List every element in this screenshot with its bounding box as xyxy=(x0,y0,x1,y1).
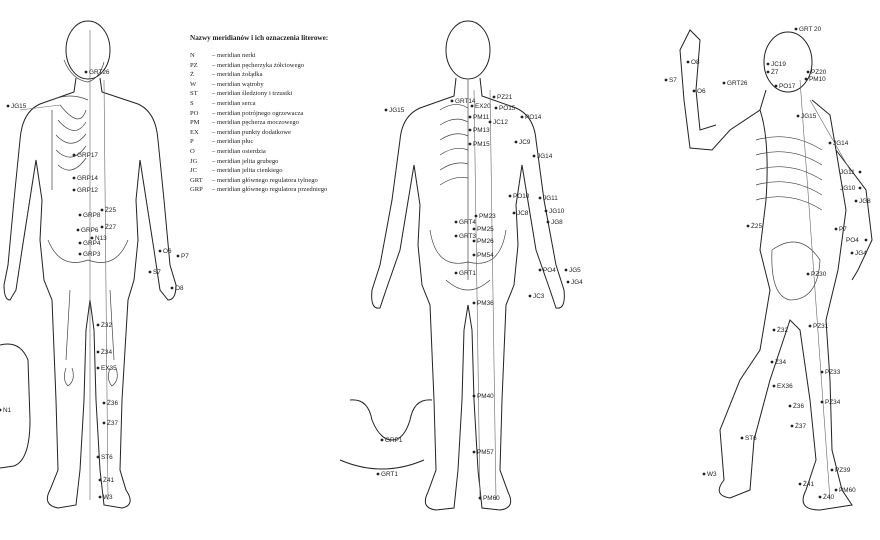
acupoint-label: Ż34 xyxy=(775,359,787,366)
acupoint-marker xyxy=(101,226,104,229)
acupoint-label: PM54 xyxy=(477,252,494,259)
legend-code: W xyxy=(190,80,197,88)
acupoint-label: PM15 xyxy=(473,141,490,148)
acupoint-label: JG14 xyxy=(537,153,553,160)
acupoint-label: GRT26 xyxy=(89,69,110,76)
acupoint-marker xyxy=(103,402,106,405)
acupoint-label: W3 xyxy=(103,494,113,501)
legend-meridian-name: – meridian pęcherzyka żółciowego xyxy=(212,61,305,69)
acupoint-marker xyxy=(829,142,832,145)
acupoint-marker xyxy=(723,82,726,85)
acupoint-marker xyxy=(97,456,100,459)
acupoint-label: PM36 xyxy=(477,300,494,307)
acupoint-label: GRP14 xyxy=(77,175,98,182)
acupoint-marker xyxy=(381,439,384,442)
acupoint-marker xyxy=(475,215,478,218)
acupoint-marker xyxy=(539,197,542,200)
acupoint-label: O6 xyxy=(163,248,172,255)
acupoint-label: Ż7 xyxy=(771,69,779,76)
acupoint-label: PM57 xyxy=(477,449,494,456)
acupoint-marker xyxy=(767,71,770,74)
legend-code: P xyxy=(190,138,194,146)
front-points xyxy=(0,69,189,501)
acupoint-label: PZ39 xyxy=(835,467,851,474)
acupoint-label: PZ21 xyxy=(497,94,513,101)
acupoint-label: JG15 xyxy=(801,113,817,120)
acupoint-marker xyxy=(0,409,1,412)
acupoint-marker xyxy=(807,71,810,74)
acupoint-marker xyxy=(859,187,862,190)
acupoint-label: PM60 xyxy=(483,495,500,502)
buttock-detail-base xyxy=(340,460,424,469)
acupoint-marker xyxy=(97,367,100,370)
back-meridian-lines xyxy=(474,90,496,500)
acupoint-label: Ż36 xyxy=(793,403,805,410)
acupoint-label: JC12 xyxy=(493,119,508,126)
acupoint-label: JG4 xyxy=(571,279,583,286)
acupoint-label: EX36 xyxy=(777,383,793,390)
acupoint-marker xyxy=(835,489,838,492)
acupoint-marker xyxy=(509,195,512,198)
acupoint-marker xyxy=(775,85,778,88)
acupoint-label: PZ33 xyxy=(825,369,841,376)
acupoint-marker xyxy=(545,210,548,213)
acupoint-label: PM13 xyxy=(473,127,490,134)
acupoint-label: GRT4 xyxy=(459,219,476,226)
acupoint-label: JG8 xyxy=(859,198,871,205)
acupoint-label: S7 xyxy=(669,77,677,84)
acupoint-label: Ż25 xyxy=(751,223,763,230)
acupoint-marker xyxy=(805,78,808,81)
acupoint-label: GRP8 xyxy=(83,212,101,219)
acupoint-marker xyxy=(809,325,812,328)
back-spine-ribs xyxy=(440,80,468,280)
acupoint-marker xyxy=(767,63,770,66)
acupoint-label: PM23 xyxy=(479,213,496,220)
acupoint-marker xyxy=(567,281,570,284)
acupoint-label: GRP17 xyxy=(77,152,98,159)
front-meridian-lines xyxy=(20,30,108,500)
acupoint-label: JC9 xyxy=(519,139,531,146)
acupoint-marker xyxy=(79,242,82,245)
acupoint-label: N13 xyxy=(95,235,107,242)
acupoint-label: GRP4 xyxy=(83,240,101,247)
legend-code: JG xyxy=(190,157,198,165)
acupoint-marker xyxy=(79,253,82,256)
acupoint-marker xyxy=(529,295,532,298)
legend-meridian-name: – meridian jelita cienkiego xyxy=(212,167,283,175)
acupoint-label: JG14 xyxy=(833,140,849,147)
legend-code: PO xyxy=(190,109,199,117)
legend-code: PZ xyxy=(190,61,198,69)
acupoint-label: Ż41 xyxy=(103,477,115,484)
acupoint-label: O8 xyxy=(691,59,700,66)
acupoint-marker xyxy=(495,107,498,110)
acupoint-label: JG15 xyxy=(11,103,27,110)
acupoint-marker xyxy=(515,141,518,144)
acupoint-label: PO15 xyxy=(499,105,516,112)
acupoint-marker xyxy=(807,273,810,276)
front-pelvis xyxy=(48,240,128,360)
acupoint-label: GRT1 xyxy=(381,471,398,478)
legend-meridian-name: – meridian punkty dodatkowe xyxy=(212,128,291,136)
acupoint-marker xyxy=(159,250,162,253)
acupoint-marker xyxy=(565,269,568,272)
acupoint-label: Ż40 xyxy=(823,494,835,501)
acupoint-label: PZ31 xyxy=(813,323,829,330)
acupoint-marker xyxy=(859,171,862,174)
acupoint-label: GRT26 xyxy=(727,80,748,87)
legend-meridian-name: – meridian wątroby xyxy=(212,80,264,88)
legend-title: Nazwy meridianów i ich oznaczenia literowe: xyxy=(190,34,329,42)
acupoint-label: JC3 xyxy=(533,293,545,300)
acupoint-label: ST6 xyxy=(101,454,113,461)
acupoint-label: JG5 xyxy=(569,267,581,274)
acupoint-label: Ż25 xyxy=(105,207,117,214)
acupoint-label: JG10 xyxy=(549,208,565,215)
acupoint-label: GRP12 xyxy=(77,187,98,194)
acupoint-label: GRT 20 xyxy=(799,26,822,33)
acupoint-marker xyxy=(835,228,838,231)
legend-code: S xyxy=(190,99,194,107)
legend-meridian-name: – meridian osierdzia xyxy=(212,147,266,155)
acupoint-marker xyxy=(747,225,750,228)
acupoint-label: PZ30 xyxy=(811,271,827,278)
acupoint-label: GRT14 xyxy=(455,98,476,105)
acupoint-marker xyxy=(819,496,822,499)
legend-code: Ż xyxy=(190,71,195,79)
acupoint-marker xyxy=(451,100,454,103)
acupoint-label: PO10 xyxy=(513,193,530,200)
acupoint-marker xyxy=(773,385,776,388)
acupoint-label: JG8 xyxy=(551,219,563,226)
acupoint-marker xyxy=(533,155,536,158)
acupoint-marker xyxy=(99,496,102,499)
acupoint-label: Ż27 xyxy=(105,224,117,231)
acupoint-label: GRP1 xyxy=(385,437,403,444)
acupoint-marker xyxy=(473,228,476,231)
acupoint-marker xyxy=(473,240,476,243)
acupoint-label: EX20 xyxy=(475,103,491,110)
legend-meridian-name: – meridian nerki xyxy=(212,52,256,59)
legend-meridian-name: – meridian jelita grubego xyxy=(212,157,279,165)
acupoint-marker xyxy=(455,235,458,238)
side-points xyxy=(665,26,872,501)
acupoint-marker xyxy=(687,61,690,64)
acupoint-marker xyxy=(101,209,104,212)
acupoint-label: PM10 xyxy=(809,76,826,83)
acupoint-marker xyxy=(851,252,854,255)
acupoint-label: GRT1 xyxy=(459,270,476,277)
acupoint-label: GRT3 xyxy=(459,233,476,240)
acupoint-marker xyxy=(177,255,180,258)
acupoint-marker xyxy=(831,469,834,472)
legend-meridian-name: – meridian głównego regulatora przedniego xyxy=(212,186,328,194)
acupoint-marker xyxy=(469,129,472,132)
legend-meridian-name: – meridian płuc xyxy=(212,138,254,146)
acupoint-marker xyxy=(79,214,82,217)
acupoint-label: JG11 xyxy=(543,195,558,202)
acupoint-marker xyxy=(385,109,388,112)
acupoint-label: PM60 xyxy=(839,487,856,494)
acupoint-label: PM26 xyxy=(477,238,494,245)
legend-meridian-name: – meridian śledziony i trzustki xyxy=(212,90,293,98)
acupoint-label: N1 xyxy=(3,407,12,414)
acupoint-marker xyxy=(469,143,472,146)
acupoint-marker xyxy=(73,154,76,157)
legend-code: EX xyxy=(190,128,199,136)
acupoint-label: P7 xyxy=(181,253,189,260)
acupoint-marker xyxy=(455,221,458,224)
side-figure xyxy=(680,30,872,510)
acupoint-marker xyxy=(473,451,476,454)
foot-sole-outline xyxy=(0,344,30,468)
acupoint-marker xyxy=(479,497,482,500)
acupoint-marker xyxy=(795,28,798,31)
legend-code: PM xyxy=(190,119,200,127)
legend-code: GRP xyxy=(190,186,203,194)
acupoint-marker xyxy=(741,437,744,440)
acupoint-marker xyxy=(473,395,476,398)
acupoint-label: Ż37 xyxy=(795,423,807,430)
acupoint-marker xyxy=(539,269,542,272)
acupoint-label: Ż34 xyxy=(101,349,113,356)
acupoint-marker xyxy=(97,351,100,354)
legend-code: JC xyxy=(190,167,197,175)
acupoint-marker xyxy=(73,177,76,180)
acupoint-marker xyxy=(377,473,380,476)
acupoint-marker xyxy=(521,116,524,119)
acupoint-label: JC19 xyxy=(771,61,786,68)
acupoint-label: JG4 xyxy=(855,250,867,257)
acupoint-marker xyxy=(821,371,824,374)
legend-code: O xyxy=(190,147,195,155)
back-figure xyxy=(340,21,564,510)
acupoint-label: PM25 xyxy=(477,226,494,233)
acupoint-label: Ż32 xyxy=(101,322,113,329)
legend-code: N xyxy=(190,52,195,59)
legend-meridian-name: – meridian pęcherza moczowego xyxy=(212,119,299,127)
acupoint-label: JG15 xyxy=(389,107,405,114)
acupoint-label: PO17 xyxy=(779,83,796,90)
acupoint-marker xyxy=(473,302,476,305)
acupoint-marker xyxy=(7,105,10,108)
acupoint-marker xyxy=(693,90,696,93)
acupoint-label: PO14 xyxy=(525,114,542,121)
legend-code: GRT xyxy=(190,176,203,184)
front-figure xyxy=(0,21,176,508)
acupoint-marker xyxy=(77,229,80,232)
acupoint-label: PO4 xyxy=(543,267,556,274)
acupoint-label: GRP3 xyxy=(83,251,101,258)
acupoint-label: ST6 xyxy=(745,435,757,442)
acupoint-marker xyxy=(103,422,106,425)
acupoint-label: O6 xyxy=(697,88,706,95)
acupoint-label: PO4 xyxy=(846,237,859,244)
acupoint-label: S7 xyxy=(153,269,161,276)
legend-meridian-name: – meridian głównego regulatora tylnego xyxy=(212,176,318,184)
acupoint-marker xyxy=(171,287,174,290)
buttock-detail xyxy=(350,400,432,440)
legend-meridian-name: – meridian serca xyxy=(212,99,256,107)
acupoint-marker xyxy=(703,473,706,476)
acupoint-marker xyxy=(797,115,800,118)
acupoint-marker xyxy=(665,79,668,82)
acupoint-label: GRP6 xyxy=(81,227,99,234)
acupoint-marker xyxy=(91,237,94,240)
acupoint-marker xyxy=(473,254,476,257)
acupoint-marker xyxy=(489,121,492,124)
acupoint-marker xyxy=(773,329,776,332)
acupoint-label: PZ20 xyxy=(811,69,827,76)
acupoint-label: Ż36 xyxy=(107,400,119,407)
legend-code: ST xyxy=(190,90,198,98)
legend-meridian-name: – meridian żołądka xyxy=(212,71,263,79)
acupoint-label: JC8 xyxy=(517,210,529,217)
acupoint-marker xyxy=(513,212,516,215)
acupoint-marker xyxy=(149,271,152,274)
acupoint-label: Ż37 xyxy=(107,420,119,427)
acupoint-label: PZ34 xyxy=(825,399,841,406)
acupoint-marker xyxy=(771,361,774,364)
back-head xyxy=(446,21,490,79)
acupoint-marker xyxy=(789,405,792,408)
acupoint-marker xyxy=(455,272,458,275)
acupoint-marker xyxy=(97,324,100,327)
acupoint-marker xyxy=(855,200,858,203)
acupoint-marker xyxy=(791,425,794,428)
acupoint-label: P7 xyxy=(839,226,847,233)
acupoint-marker xyxy=(99,479,102,482)
acupoint-marker xyxy=(85,71,88,74)
acupoint-label: JG10 xyxy=(840,185,856,192)
acupoint-label: EX35 xyxy=(101,365,117,372)
acupoint-label: W3 xyxy=(707,471,717,478)
side-body-outline xyxy=(680,30,852,510)
acupoint-label: Ż32 xyxy=(777,327,789,334)
acupoint-marker xyxy=(469,116,472,119)
acupoint-marker xyxy=(547,221,550,224)
acupoint-marker xyxy=(865,239,868,242)
acupoint-label: Ż41 xyxy=(803,481,815,488)
acupoint-marker xyxy=(799,483,802,486)
acupoint-marker xyxy=(821,401,824,404)
legend-meridian-name: – meridian potrójnego ogrzewacza xyxy=(212,109,304,117)
acupoint-label: O8 xyxy=(175,285,184,292)
acupoint-marker xyxy=(493,96,496,99)
acupoint-marker xyxy=(73,189,76,192)
acupoint-label: JG11 xyxy=(840,169,855,176)
acupoint-marker xyxy=(471,105,474,108)
acupoint-label: PM11 xyxy=(473,114,490,121)
acupoint-label: PM40 xyxy=(477,393,494,400)
